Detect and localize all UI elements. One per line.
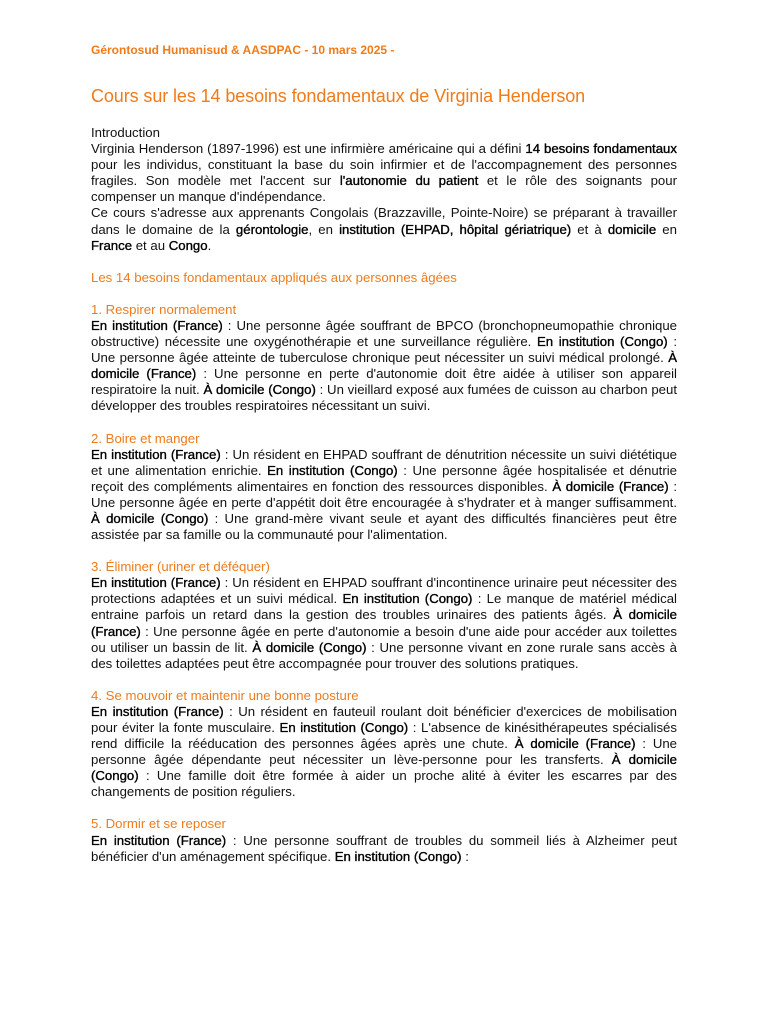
intro-paragraph-2 bbox=[91, 205, 677, 253]
emphasis-text: En institution (Congo) bbox=[342, 591, 473, 607]
section-title: 2. Boire et manger bbox=[91, 430, 200, 446]
spacer bbox=[91, 672, 677, 688]
emphasis-text: À domicile (Congo) bbox=[91, 752, 677, 784]
spacer bbox=[91, 415, 677, 431]
section-paragraph bbox=[91, 575, 677, 672]
text-run: en bbox=[656, 221, 677, 237]
text-run: : Un vieillard exposé aux fumées de cuisson au charbon peut développer des troubles respiratoires nécessitant un suivi. bbox=[91, 382, 677, 414]
text-run: : Une personne âgée souffrant de BPCO (bronchopneumopathie chronique obstructive) nécessite une oxygénothérapie et une surveillance régulière. bbox=[91, 317, 677, 350]
text-run: et au bbox=[132, 237, 169, 253]
text-run: : Une personne en perte d'autonomie doit être aidée à utiliser son appareil respiratoire la nuit. bbox=[91, 366, 677, 398]
text-run: : Une personne âgée dépendante peut nécessiter un lève-personne pour les transferts. bbox=[91, 736, 678, 768]
text-run: Ce cours s'adresse aux apprenants Congolais (Brazzaville, Pointe-Noire) se préparant à travailler dans le domaine de la bbox=[91, 205, 677, 237]
text-run: : Une personne âgée en perte d'autonomie a besoin d'une aide pour accéder aux toilettes ou utiliser un bassin de lit. bbox=[91, 623, 677, 655]
text-run: : Un résident en fauteuil roulant doit bénéficier d'exercices de mobilisation pour éviter la fonte musculaire. bbox=[91, 703, 677, 735]
section-2 bbox=[91, 431, 677, 544]
text-run: : Une grand-mère vivant seule et ayant des difficultés financières peut être assistée par sa famille ou la communauté pour l'alimentation. bbox=[91, 510, 678, 543]
text-run: : Une personne âgée en perte d'appétit doit être encouragée à s'hydrater et à manger suffisamment. bbox=[91, 478, 678, 510]
section-paragraph bbox=[91, 833, 677, 865]
section-title: 3. Éliminer (uriner et déféquer) bbox=[91, 559, 270, 575]
emphasis-text: À domicile (France) bbox=[91, 350, 677, 382]
text-run: : Le manque de matériel médical entraine parfois un retard dans la gestion des troubles urinaires des patients âgés. bbox=[91, 591, 677, 623]
section-title: 5. Dormir et se reposer bbox=[91, 816, 226, 832]
spacer bbox=[91, 800, 677, 816]
emphasis-text: En institution (France) bbox=[91, 832, 227, 848]
section-4 bbox=[91, 688, 677, 801]
emphasis-text: En institution (France) bbox=[91, 703, 224, 719]
text-run: : Une famille doit être formée à aider un proche alité à éviter les escarres par des changements de position réguliers. bbox=[91, 768, 677, 800]
section-3 bbox=[91, 559, 677, 672]
section-paragraph bbox=[91, 318, 677, 415]
emphasis-text: En institution (Congo) bbox=[267, 462, 398, 478]
emphasis-text: En institution (France) bbox=[91, 446, 221, 462]
text-run: , en bbox=[308, 221, 340, 237]
intro-paragraph-1 bbox=[91, 141, 677, 205]
text-run: et le rôle des soignants pour compenser un manque d'indépendance. bbox=[91, 173, 677, 205]
section-title: 1. Respirer normalement bbox=[91, 301, 237, 317]
text-run: : Une personne âgée hospitalisée et dénutrie reçoit des compléments alimentaires en fonction des ressources disponibles. bbox=[91, 462, 677, 494]
spacer bbox=[91, 254, 677, 270]
text-run: et à bbox=[571, 221, 608, 237]
section-paragraph bbox=[91, 704, 677, 801]
document-body bbox=[91, 125, 677, 865]
header-note: Gérontosud Humanisud & AASDPAC - 10 mars 2025 - bbox=[91, 43, 395, 57]
emphasis-text: En institution (Congo) bbox=[334, 848, 462, 864]
emphasis-text: En institution (France) bbox=[91, 317, 223, 333]
emphasis-text: institution (EHPAD, hôpital gériatrique) bbox=[339, 221, 572, 237]
intro-heading: Introduction bbox=[91, 125, 160, 140]
spacer bbox=[91, 543, 677, 559]
text-run: : Une personne souffrant de troubles du sommeil liés à Alzheimer peut bénéficier d'un aménagement spécifique. bbox=[91, 832, 677, 864]
section-1 bbox=[91, 302, 677, 415]
emphasis-text: À domicile (Congo) bbox=[91, 510, 209, 526]
emphasis-text: À domicile (France) bbox=[514, 736, 636, 752]
emphasis-text: Congo bbox=[168, 237, 208, 253]
text-run: . bbox=[207, 237, 212, 253]
text-run: : Une personne âgée atteinte de tuberculose chronique peut nécessiter un suivi médical prolongé. bbox=[91, 334, 677, 366]
spacer bbox=[91, 286, 677, 302]
emphasis-text: l'autonomie du patient bbox=[339, 173, 479, 189]
emphasis-text: En institution (Congo) bbox=[279, 720, 409, 735]
page-title: Cours sur les 14 besoins fondamentaux de Virginia Henderson bbox=[91, 86, 586, 106]
text-run: Virginia Henderson (1897-1996) est une infirmière américaine qui a défini bbox=[91, 141, 526, 157]
text-run: : Un résident en EHPAD souffrant d'incontinence urinaire peut nécessiter des protections adaptées et un suivi médical. bbox=[91, 575, 677, 607]
emphasis-text: 14 besoins fondamentaux bbox=[525, 141, 677, 157]
section-paragraph bbox=[91, 447, 677, 544]
section-5 bbox=[91, 816, 677, 864]
emphasis-text: À domicile (France) bbox=[552, 478, 669, 494]
text-run: : bbox=[461, 848, 469, 864]
text-run: pour les individus, constituant la base du soin infirmier et de l'accompagnement des personnes fragiles. Son modèle met l'accent sur bbox=[91, 157, 677, 189]
emphasis-text: À domicile (Congo) bbox=[203, 382, 316, 398]
emphasis-text: À domicile (France) bbox=[91, 607, 677, 639]
text-run: : Une personne vivant en zone rurale sans accès à des toilettes adaptées peut être accompagnée pour trouver des solutions pratiques. bbox=[91, 639, 678, 671]
text-run: : L'absence de kinésithérapeutes spécialisés rend difficile la rééducation des personnes âgées après une chute. bbox=[91, 720, 677, 752]
text-run: : Un résident en EHPAD souffrant de dénutrition nécessite un suivi diététique et une alimentation enrichie. bbox=[91, 446, 678, 478]
emphasis-text: En institution (France) bbox=[91, 575, 221, 591]
main-heading: Les 14 besoins fondamentaux appliqués aux personnes âgées bbox=[91, 269, 457, 285]
emphasis-text: En institution (Congo) bbox=[536, 334, 668, 350]
emphasis-text: À domicile (Congo) bbox=[252, 639, 367, 655]
emphasis-text: domicile bbox=[607, 221, 657, 237]
emphasis-text: gérontologie bbox=[235, 221, 309, 237]
emphasis-text: France bbox=[91, 237, 133, 253]
section-title: 4. Se mouvoir et maintenir une bonne posture bbox=[91, 687, 359, 703]
